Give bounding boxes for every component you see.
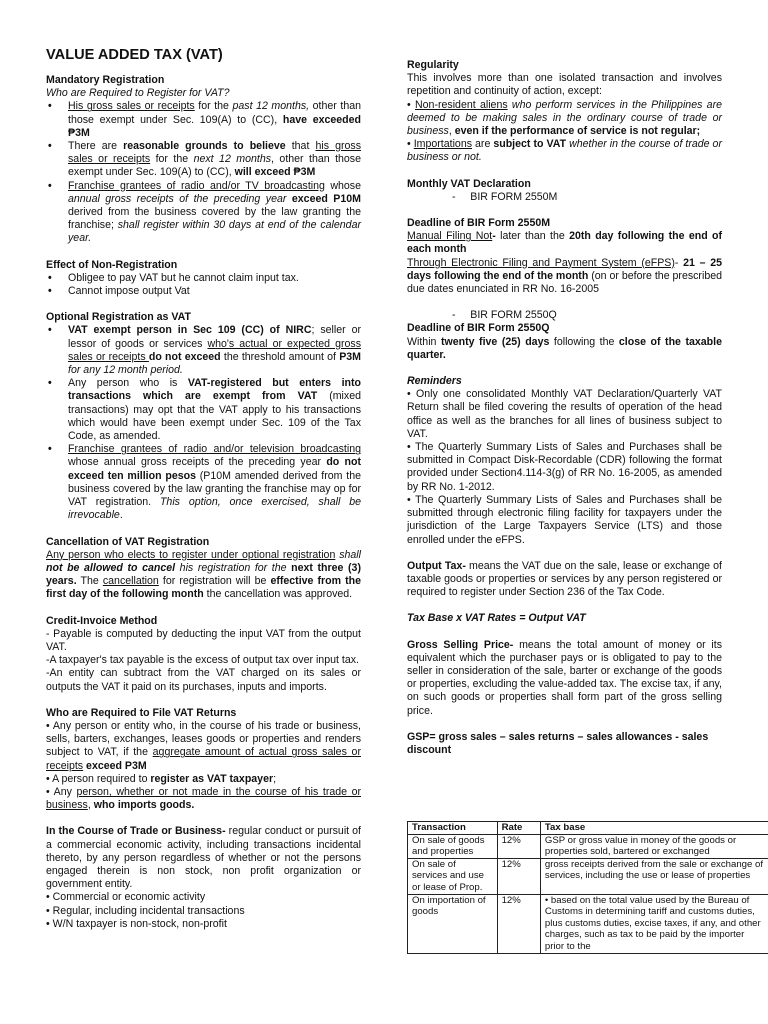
- text-run: the cancellation was approved.: [203, 588, 353, 601]
- cancellation-text: [46, 549, 361, 602]
- text-run: next 12 months: [193, 153, 272, 166]
- reminders-heading: Reminders: [407, 375, 462, 388]
- text-run: cancellation: [102, 575, 159, 588]
- text-run: do not exceed: [148, 350, 221, 363]
- regularity-line: [407, 99, 722, 139]
- deadline-m-heading: Deadline of BIR Form 2550M: [407, 217, 551, 230]
- quarterly-text: [407, 336, 722, 362]
- spacer: [407, 718, 722, 731]
- text-run: 20th day following the end of each month: [407, 230, 723, 256]
- dash-marker: -: [452, 190, 456, 203]
- text-run: Any person who elects to register under optional registration: [46, 548, 336, 561]
- deadline-q-heading: Deadline of BIR Form 2550Q: [407, 322, 550, 335]
- text-run: person, whether or not made in the course of his trade or business: [46, 785, 362, 812]
- formula: Tax Base x VAT Rates = Output VAT: [407, 612, 586, 625]
- optional-section: [46, 311, 361, 522]
- text-run: ; seller or lessor of goods or services: [68, 324, 361, 350]
- text-run: for any 12 month period.: [68, 364, 183, 377]
- text-run: exceed P10M: [291, 192, 361, 205]
- output-tax-text: [407, 560, 722, 600]
- mandatory-question: Who are Required to Register for VAT?: [46, 87, 230, 100]
- text-run: have exceeded ₱3M: [68, 113, 361, 139]
- text-run: subject to VAT: [493, 138, 567, 151]
- optional-list: [46, 324, 361, 522]
- text-run: regular conduct or pursuit of a commercial economic activity, including transactions incidental thereto, by any person regardless of whether or not the persons engaged therein is non stock, non profit organization or government entity.: [46, 825, 361, 891]
- text-run: Gross Selling Price-: [407, 638, 514, 651]
- text-run: Any person who is: [68, 377, 188, 390]
- text-run: Output Tax-: [407, 559, 466, 572]
- text-run: •: [407, 138, 414, 151]
- table-cell: 12%: [497, 834, 540, 858]
- text-run: later than the: [495, 230, 570, 243]
- spacer: [46, 602, 361, 615]
- text-run: are: [472, 138, 494, 151]
- spacer: [46, 523, 361, 536]
- spacer: [407, 296, 722, 309]
- table-cell: 12%: [497, 894, 540, 953]
- table-cell: gross receipts derived from the sale or exchange of services, including the use or lease of properties: [540, 858, 768, 894]
- table-cell: On sale of goods and properties: [408, 834, 498, 858]
- table-header-row: [408, 822, 768, 835]
- list-item: [46, 377, 361, 443]
- text-run: twenty five (25) days: [440, 335, 550, 348]
- spacer: [46, 694, 361, 707]
- effect-section: [46, 259, 361, 299]
- table-row: [408, 894, 768, 953]
- text-run: (mixed transactions) may opt that the VAT apply to his transactions which would have been exempt under Sec. 109 of the Tax Code, as amended.: [68, 390, 361, 443]
- list-item: [46, 140, 361, 180]
- text-run: .: [119, 509, 123, 522]
- regularity-line: [407, 138, 722, 164]
- right-column: [407, 59, 722, 757]
- course-text: [46, 825, 361, 891]
- text-run: shall: [339, 548, 361, 561]
- text-run: Through Electronic Filing and Payment System (eFPS): [407, 256, 675, 269]
- text-run: who imports goods.: [93, 799, 195, 812]
- course-of-trade-section: [46, 825, 361, 931]
- table-cell: On sale of services and use or lease of Prop.: [408, 858, 498, 894]
- text-run: past 12 months,: [232, 100, 310, 113]
- text-run: -: [674, 256, 684, 269]
- table-row: [408, 858, 768, 894]
- gross-selling-section: [407, 639, 722, 718]
- text-run: for registration will be: [158, 575, 271, 588]
- text-run: who's actual or expected gross sales or receipts: [68, 337, 361, 363]
- text-run: who perform services in the Philippines are deemed to be making sales in the ordinary course of trade or business: [407, 98, 722, 138]
- reminder-item: • The Quarterly Summary Lists of Sales and Purchases shall be submitted in Compact Disk-Recordable (CDR) following the format provided under Section4.114-3(g) of RR No. 16-2005, as amended by RR No. 1-2012.: [407, 441, 722, 493]
- file-heading: Who are Required to File VAT Returns: [46, 706, 237, 719]
- table-row: [408, 834, 768, 858]
- list-item: [46, 324, 361, 377]
- text-run: his registration for the: [175, 561, 292, 574]
- text-run: In the Course of Trade or Business-: [46, 825, 226, 838]
- spacer: [407, 599, 722, 612]
- text-run: effective from the first day of the following month: [46, 575, 361, 601]
- text-run: derived from the business covered by the law granting the franchise;: [68, 206, 361, 232]
- mandatory-list: [46, 100, 361, 245]
- regularity-section: [407, 59, 722, 165]
- text-run: This option, once exercised, shall be irrevocable: [68, 496, 361, 522]
- text-run: Manual Filing Not: [407, 230, 493, 243]
- reminders-section: [407, 375, 722, 547]
- text-run: whether in the course of trade or business or not.: [407, 138, 722, 164]
- quarterly-section: [407, 309, 722, 362]
- text-run: do not exceed ten million pesos: [68, 456, 361, 482]
- form-label: BIR FORM 2550M: [470, 190, 558, 203]
- dash-marker: -: [452, 309, 456, 322]
- optional-heading: Optional Registration as VAT: [46, 311, 191, 324]
- mandatory-registration-section: [46, 74, 361, 246]
- credit-invoice-section: [46, 615, 361, 694]
- spacer: [46, 298, 361, 311]
- text-run: • A person required to: [46, 772, 151, 785]
- list-item: • Obligee to pay VAT but he cannot claim input tax.: [46, 272, 361, 285]
- credit-line: -A taxpayer's tax payable is the excess of output tax over input tax.: [46, 654, 359, 667]
- text-run: -: [492, 230, 496, 243]
- monthly-section: [407, 178, 722, 204]
- text-run: P3M: [339, 350, 362, 363]
- text-run: means the VAT due on the sale, lease or exchange of taxable goods or properties or services by any person registered or required to register under Section 236 of the Tax Code.: [407, 559, 722, 599]
- spacer: [407, 165, 722, 178]
- gross-text: [407, 639, 722, 718]
- text-run: means the total amount of money or its equivalent which the purchaser pays or is obligated to pay to the seller in consideration of the sale, barter or exchange of the goods or properties, excluding the value-added tax. The excise tax, if any, on such goods or properties shall form part of the gross selling price.: [407, 638, 722, 717]
- text-run: annual gross receipts of the preceding year: [68, 192, 287, 205]
- page-title: VALUE ADDED TAX (VAT): [46, 47, 223, 63]
- cancellation-section: [46, 536, 361, 602]
- list-item: [46, 443, 361, 522]
- text-run: • Any person or entity who, in the course of his trade or business, sells, barters, exchanges, leases goods or properties and renders subject to VAT, if the: [46, 719, 361, 759]
- text-run: shall register within 30 days at end of the calendar year.: [68, 219, 361, 245]
- file-line: [46, 720, 361, 773]
- text-run: 21 – 25 days following the end of the month: [407, 256, 722, 282]
- cancellation-heading: Cancellation of VAT Registration: [46, 535, 210, 548]
- mandatory-heading: Mandatory Registration: [46, 74, 165, 86]
- text-run: The: [76, 575, 103, 588]
- text-run: his gross sales or receipts: [68, 140, 362, 166]
- text-run: whose annual gross receipts of the preceding year: [68, 456, 327, 469]
- text-run: reasonable grounds to believe: [123, 140, 286, 153]
- quarterly-form: [407, 309, 722, 322]
- text-run: other than those exempt under Sec. 109(A) to (CC),: [68, 100, 361, 126]
- text-run: His gross sales or receipts: [68, 100, 195, 113]
- text-run: for the: [150, 153, 194, 166]
- text-run: Non-resident aliens: [415, 98, 508, 111]
- credit-line: - Payable is computed by deducting the input VAT from the output VAT.: [46, 627, 361, 653]
- text-run: Within: [407, 335, 441, 348]
- table-cell: 12%: [497, 858, 540, 894]
- text-run: even if the performance of service is not regular;: [454, 125, 701, 138]
- gsp-formula: GSP= gross sales – sales returns – sales allowances - sales discount: [407, 730, 709, 756]
- text-run: •: [407, 98, 416, 111]
- text-run: exceed P3M: [86, 759, 147, 772]
- text-run: next three (3) years.: [46, 561, 361, 588]
- list-item: • Cannot impose output Vat: [46, 285, 361, 298]
- effect-heading: Effect of Non-Registration: [46, 258, 178, 271]
- regularity-heading: Regularity: [407, 59, 459, 71]
- deadline-monthly-section: [407, 217, 722, 296]
- table-cell: On importation of goods: [408, 894, 498, 953]
- form-label: BIR FORM 2550Q: [470, 309, 557, 322]
- text-run: There are: [68, 140, 124, 153]
- spacer: [407, 362, 722, 375]
- output-tax-section: [407, 560, 722, 600]
- monthly-form: [407, 191, 722, 204]
- reminder-item: • The Quarterly Summary Lists of Sales and Purchases shall be submitted through electronic filing facility for taxpayers under the jurisdiction of the Large Taxpayers Service (LTS) and those enrolled under the eFPS.: [407, 493, 722, 546]
- text-run: ,: [87, 799, 94, 812]
- text-run: • Any: [46, 785, 77, 798]
- text-run: (on or before the prescribed due dates enunciated in RR No. 16-2005: [407, 269, 722, 296]
- table-cell: • based on the total value used by the Bureau of Customs in determining tariff and customs duties, plus customs duties, excise taxes, if any, and other charges, such as tax to be paid by the importer prior to the: [540, 894, 768, 953]
- text-run: VAT exempt person in Sec 109 (CC) of NIRC: [68, 324, 312, 337]
- text-run: Importations: [413, 138, 473, 151]
- text-run: close of the taxable quarter.: [407, 335, 722, 361]
- text-run: not be allowed to cancel: [46, 561, 176, 574]
- reminder-item: • Only one consolidated Monthly VAT Declaration/Quarterly VAT Return shall be filed covering the results of operation of the head office as well as the branches for all lines of business subject to VAT.: [407, 388, 722, 440]
- text-run: ,: [448, 125, 455, 138]
- text-run: (P10M amended derived from the business covered by the law granting the franchise may op for VAT registration.: [68, 469, 361, 509]
- table-cell: GSP or gross value in money of the goods or properties sold, bartered or exchanged: [540, 834, 768, 858]
- course-bullet: • Regular, including incidental transactions: [46, 904, 245, 917]
- text-run: ;: [273, 772, 277, 785]
- col-header: Tax base: [540, 822, 768, 835]
- text-run: Franchise grantees of radio and/or television broadcasting: [68, 443, 361, 456]
- course-bullet: • W/N taxpayer is non-stock, non-profit: [46, 917, 227, 930]
- deadline-line: [407, 230, 722, 256]
- text-run: whose: [324, 179, 361, 192]
- file-line: [46, 773, 361, 786]
- text-run: register as VAT taxpayer: [150, 772, 274, 785]
- list-item: [46, 180, 361, 246]
- spacer: [46, 246, 361, 259]
- text-run: that: [285, 140, 316, 153]
- left-column: [46, 0, 361, 931]
- text-run: for the: [194, 100, 233, 113]
- effect-list: [46, 272, 361, 298]
- credit-heading: Credit-Invoice Method: [46, 614, 158, 627]
- regularity-intro: This involves more than one isolated transaction and involves repetition and continuity of action, except:: [407, 72, 722, 98]
- text-run: VAT-registered but enters into transactions which are exempt from VAT: [68, 377, 361, 403]
- file-returns-section: [46, 707, 361, 813]
- credit-line: -An entity can subtract from the VAT charged on its sales or outputs the VAT it paid on its purchases, inputs and imports.: [46, 667, 361, 693]
- spacer: [407, 626, 722, 639]
- list-item: [46, 100, 361, 140]
- col-header: Transaction: [408, 822, 498, 835]
- text-run: aggregate amount of actual gross sales or receipts: [46, 746, 361, 772]
- text-run: following the: [549, 335, 619, 348]
- text-run: will exceed ₱3M: [234, 166, 316, 179]
- text-run: Franchise grantees of radio and/or TV broadcasting: [68, 179, 325, 192]
- text-run: the threshold amount of: [220, 350, 340, 363]
- deadline-line: [407, 257, 722, 297]
- tax-table: [407, 821, 768, 954]
- col-header: Rate: [497, 822, 540, 835]
- spacer: [46, 812, 361, 825]
- spacer: [407, 547, 722, 560]
- course-bullet: • Commercial or economic activity: [46, 891, 206, 904]
- spacer: [407, 204, 722, 217]
- monthly-heading: Monthly VAT Declaration: [407, 177, 531, 190]
- text-run: , other than those exempt under Sec. 109(A) to (CC),: [68, 153, 361, 179]
- file-line: [46, 786, 361, 812]
